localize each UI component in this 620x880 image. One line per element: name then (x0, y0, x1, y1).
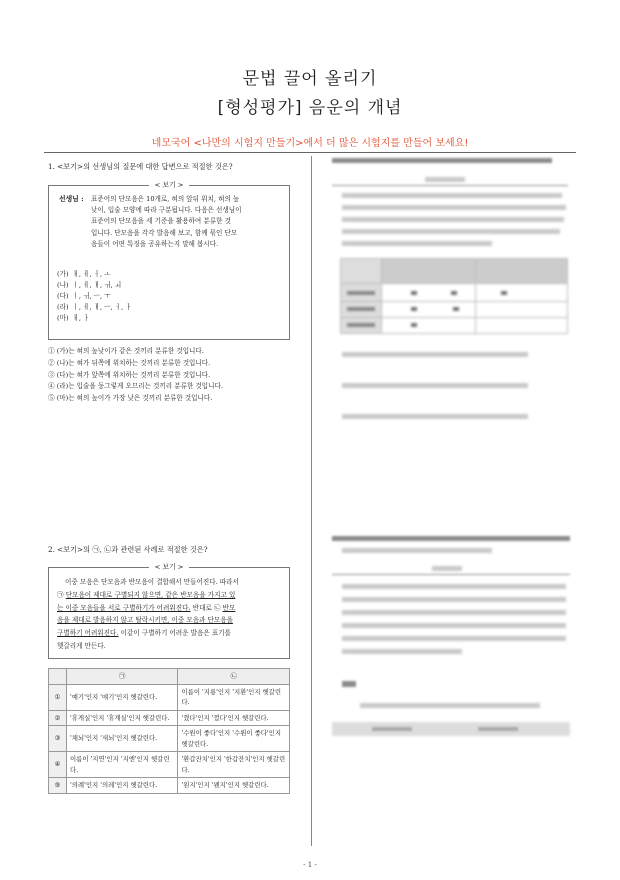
group-na: (나) ㅣ, ㅔ, ㅐ, ㅟ, ㅚ (57, 280, 122, 289)
q2-options-table (48, 668, 290, 794)
group-da: (다) ㅣ, ㅟ, ㅡ, ㅜ (57, 291, 111, 300)
q2-passage: 이중 모음은 단모음과 반모음이 결합해서 만들어진다. 따라서 ㉠ 단모음이 제대로 구별되지 않으면, 같은 반모음을 가지고 있 는 이중 모음들을 서로 구별하기가 어려워진다. 반대로 ㉡ 반모 음을 제대로 발음하지 않고 탈락시키면, 이중 모음과 단모음을 구별하기 어려워진다. 이같이 구별하기 어려운 발음은 표기를 헷갈리게 만든다. (57, 578, 239, 650)
q1-speaker: 선생님 : (59, 195, 84, 203)
q1-option-3[interactable]: ③ (다)는 혀가 앞쪽에 위치하는 것끼리 분류한 것입니다. (48, 370, 211, 379)
q2-question: 2. <보기>의 ㉠, ㉡과 관련된 사례로 적절한 것은? (48, 545, 208, 554)
q1-option-5[interactable]: ⑤ (마)는 혀의 높이가 가장 낮은 것끼리 분류한 것입니다. (48, 394, 213, 403)
q1-option-2[interactable]: ② (나)는 혀가 뒤쪽에 위치하는 것끼리 분류한 것입니다. (48, 358, 211, 367)
table-row[interactable]: ① '예기'인지 '얘기'인지 헷갈린다. 이름이 '지룡'인지 '지환'인지 헷갈린다. (49, 684, 290, 710)
q1-vowel-groups (57, 269, 132, 324)
group-ma: (마) ㅐ, ㅏ (57, 313, 90, 322)
table-row[interactable]: ② '휴게실'인지 '휴계실'인지 헷갈린다. '꼈다'인지 '껐다'인지 헷갈린다. (49, 710, 290, 726)
header-divider (44, 152, 576, 153)
column-divider (311, 156, 312, 846)
table-header-b: ㉡ (178, 669, 290, 685)
table-row[interactable]: ④ 이름이 '지연'인지 '지엔'인지 헷갈린다. '환갑잔치'인지 '한갑잔치'인지 헷갈린다. (49, 752, 290, 778)
page-title-line2: [형성평가] 음운의 개념 (217, 98, 403, 118)
table-header-empty (49, 669, 67, 685)
page-number: - 1 - (303, 861, 317, 869)
q2-bogi-label: < 보기 > (49, 562, 289, 573)
q2-bogi-box (48, 563, 290, 659)
q1-bogi-label: < 보기 > (49, 180, 289, 191)
table-header-a: ㉠ (66, 669, 178, 685)
group-ra: (라) ㅣ, ㅔ, ㅐ, ㅡ, ㅓ, ㅏ (57, 302, 132, 311)
blurred-table (340, 258, 568, 334)
q1-options (48, 346, 223, 405)
group-ga: (가) ㅐ, ㅔ, ㅓ, ㅗ (57, 269, 111, 278)
q1-bogi-box (48, 181, 290, 340)
promo-text[interactable]: 네모국어 <나만의 시험지 만들기>에서 더 많은 시험지를 만들어 보세요! (151, 138, 469, 149)
table-row[interactable]: ⑤ '의례'인지 '의레'인지 헷갈린다. '왼지'인지 '웬지'인지 헷갈린다. (49, 778, 290, 794)
table-row[interactable]: ③ '채뇌'인지 '새뇌'인지 헷갈린다. '수원이 좋다'인지 '수뤈이 좋다'인지 헷갈린다. (49, 726, 290, 752)
q1-option-1[interactable]: ① (가)는 혀의 높낮이가 같은 것끼리 분류한 것입니다. (48, 347, 204, 355)
q1-option-4[interactable]: ④ (라)는 입술을 둥그렇게 오므리는 것끼리 분류한 것입니다. (48, 382, 224, 391)
q1-speech: 표준어의 단모음은 10개로, 혀의 앞뒤 위치, 혀의 높 낮이, 입술 모양에 따라 구분됩니다. 다음은 선생님이 표준어의 단모음을 세 기준을 활용하여 분류한 것 입니다. 단모음을 각각 발음해 보고, 함께 묶인 단모 음들이 어떤 특징을 공유하는지 말해 봅시다. (91, 195, 242, 248)
page-title-line1: 문법 끌어 올리기 (242, 69, 378, 89)
q1-question: 1. <보기>의 선생님의 질문에 대한 답변으로 적절한 것은? (48, 162, 233, 171)
